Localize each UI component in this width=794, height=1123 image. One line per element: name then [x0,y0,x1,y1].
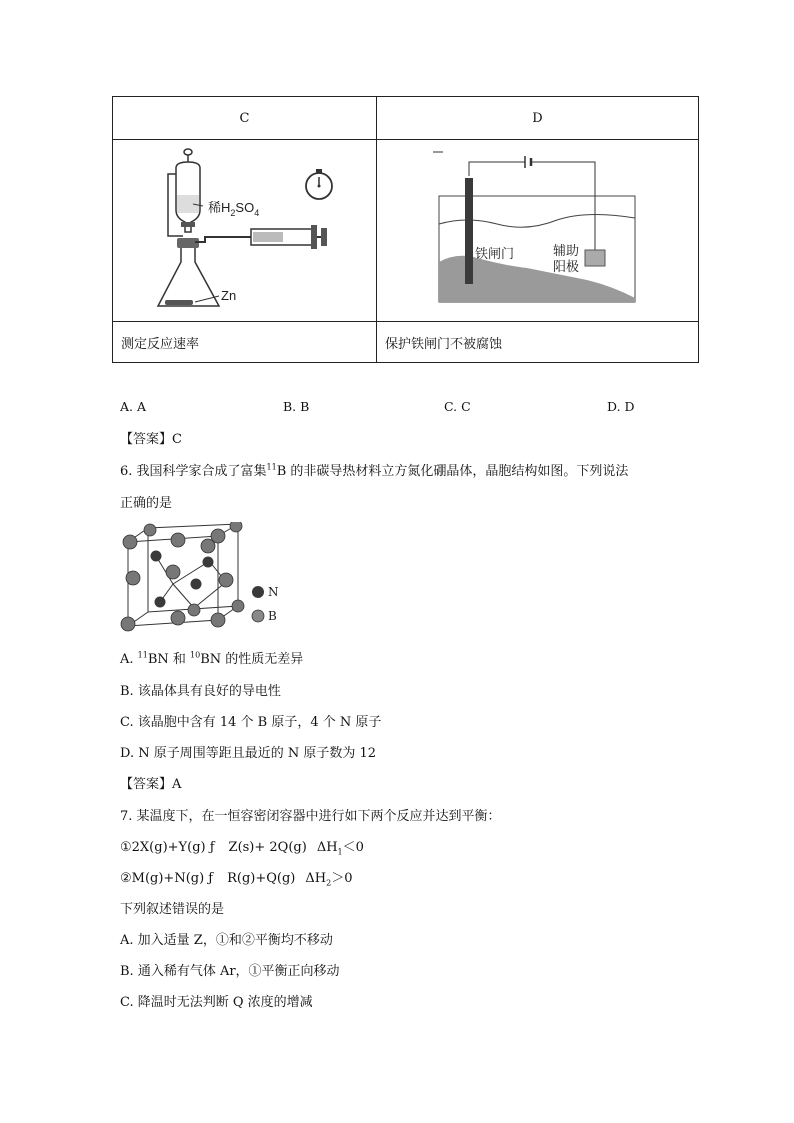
header-d: D [377,97,699,140]
q6-stem-line2: 正确的是 [120,496,173,511]
header-c: C [113,97,377,140]
q7-ask: 下列叙述错误的是 [120,902,225,917]
caption-d: 保护铁闸门不被腐蚀 [377,322,699,363]
q5-option-d[interactable]: D. D [607,399,635,414]
experiment-table [112,96,699,363]
boron-nitride-unit-cell [118,522,288,634]
q5-option-c[interactable]: C. C [444,399,471,414]
q6-answer: 【答案】A [120,777,182,792]
q5-option-a[interactable]: A. A [120,399,147,414]
acid-label: 稀H [208,200,231,215]
q7-stem: 7. 某温度下，在一恒容密闭容器中进行如下两个反应并达到平衡： [120,809,501,824]
q6-option-b[interactable]: B. 该晶体具有良好的导电性 [120,684,281,699]
svg-text:稀H2SO4: 稀$H_2SO_4$ [208,200,260,218]
legend-b: B [268,609,277,623]
figure-c-cell [113,140,377,322]
q6-option-d[interactable]: D. N 原子周围等距且最近的 N 原子数为 12 [120,746,377,761]
q5-option-b[interactable]: B. B [283,399,310,414]
q6-option-a[interactable]: A. $^{11}$BN 和 $^{10}$BN 的性质无差异 [120,650,304,667]
figure-d-cell [377,140,699,322]
q5-answer: 【答案】C [120,432,182,447]
gate-label: 铁闸门 [475,247,515,262]
anode-label-1: 辅助 [553,244,580,259]
caption-c: 测定反应速率 [113,322,377,363]
q6-option-c[interactable]: C. 该晶胞中含有 14 个 B 原子，4 个 N 原子 [120,715,382,730]
q6-stem-line1: 6. 我国科学家合成了富集$^{11}$B 的非碳导热材料立方氮化硼晶体，晶胞结构如图。下列说法 [120,462,629,479]
q7-option-b[interactable]: B. 通入稀有气体 Ar，①平衡正向移动 [120,964,340,979]
rate-measurement-apparatus [113,140,376,317]
zn-label: Zn [221,288,237,303]
anode-label-2: 阳极 [553,260,580,275]
q7-reaction-2: ②M(g)+N(g) ƒ R(g)+Q(g) $\Delta H_2>0$ [120,871,353,888]
q7-option-a[interactable]: A. 加入适量 Z，①和②平衡均不移动 [120,933,333,948]
q7-reaction-1: ①2X(g)+Y(g) ƒ Z(s)+ 2Q(g) $\Delta H_1<0$ [120,840,364,857]
sacrificial-anode-apparatus [377,140,698,317]
q7-option-c[interactable]: C. 降温时无法判断 Q 浓度的增减 [120,995,313,1010]
legend-n: N [268,585,279,599]
